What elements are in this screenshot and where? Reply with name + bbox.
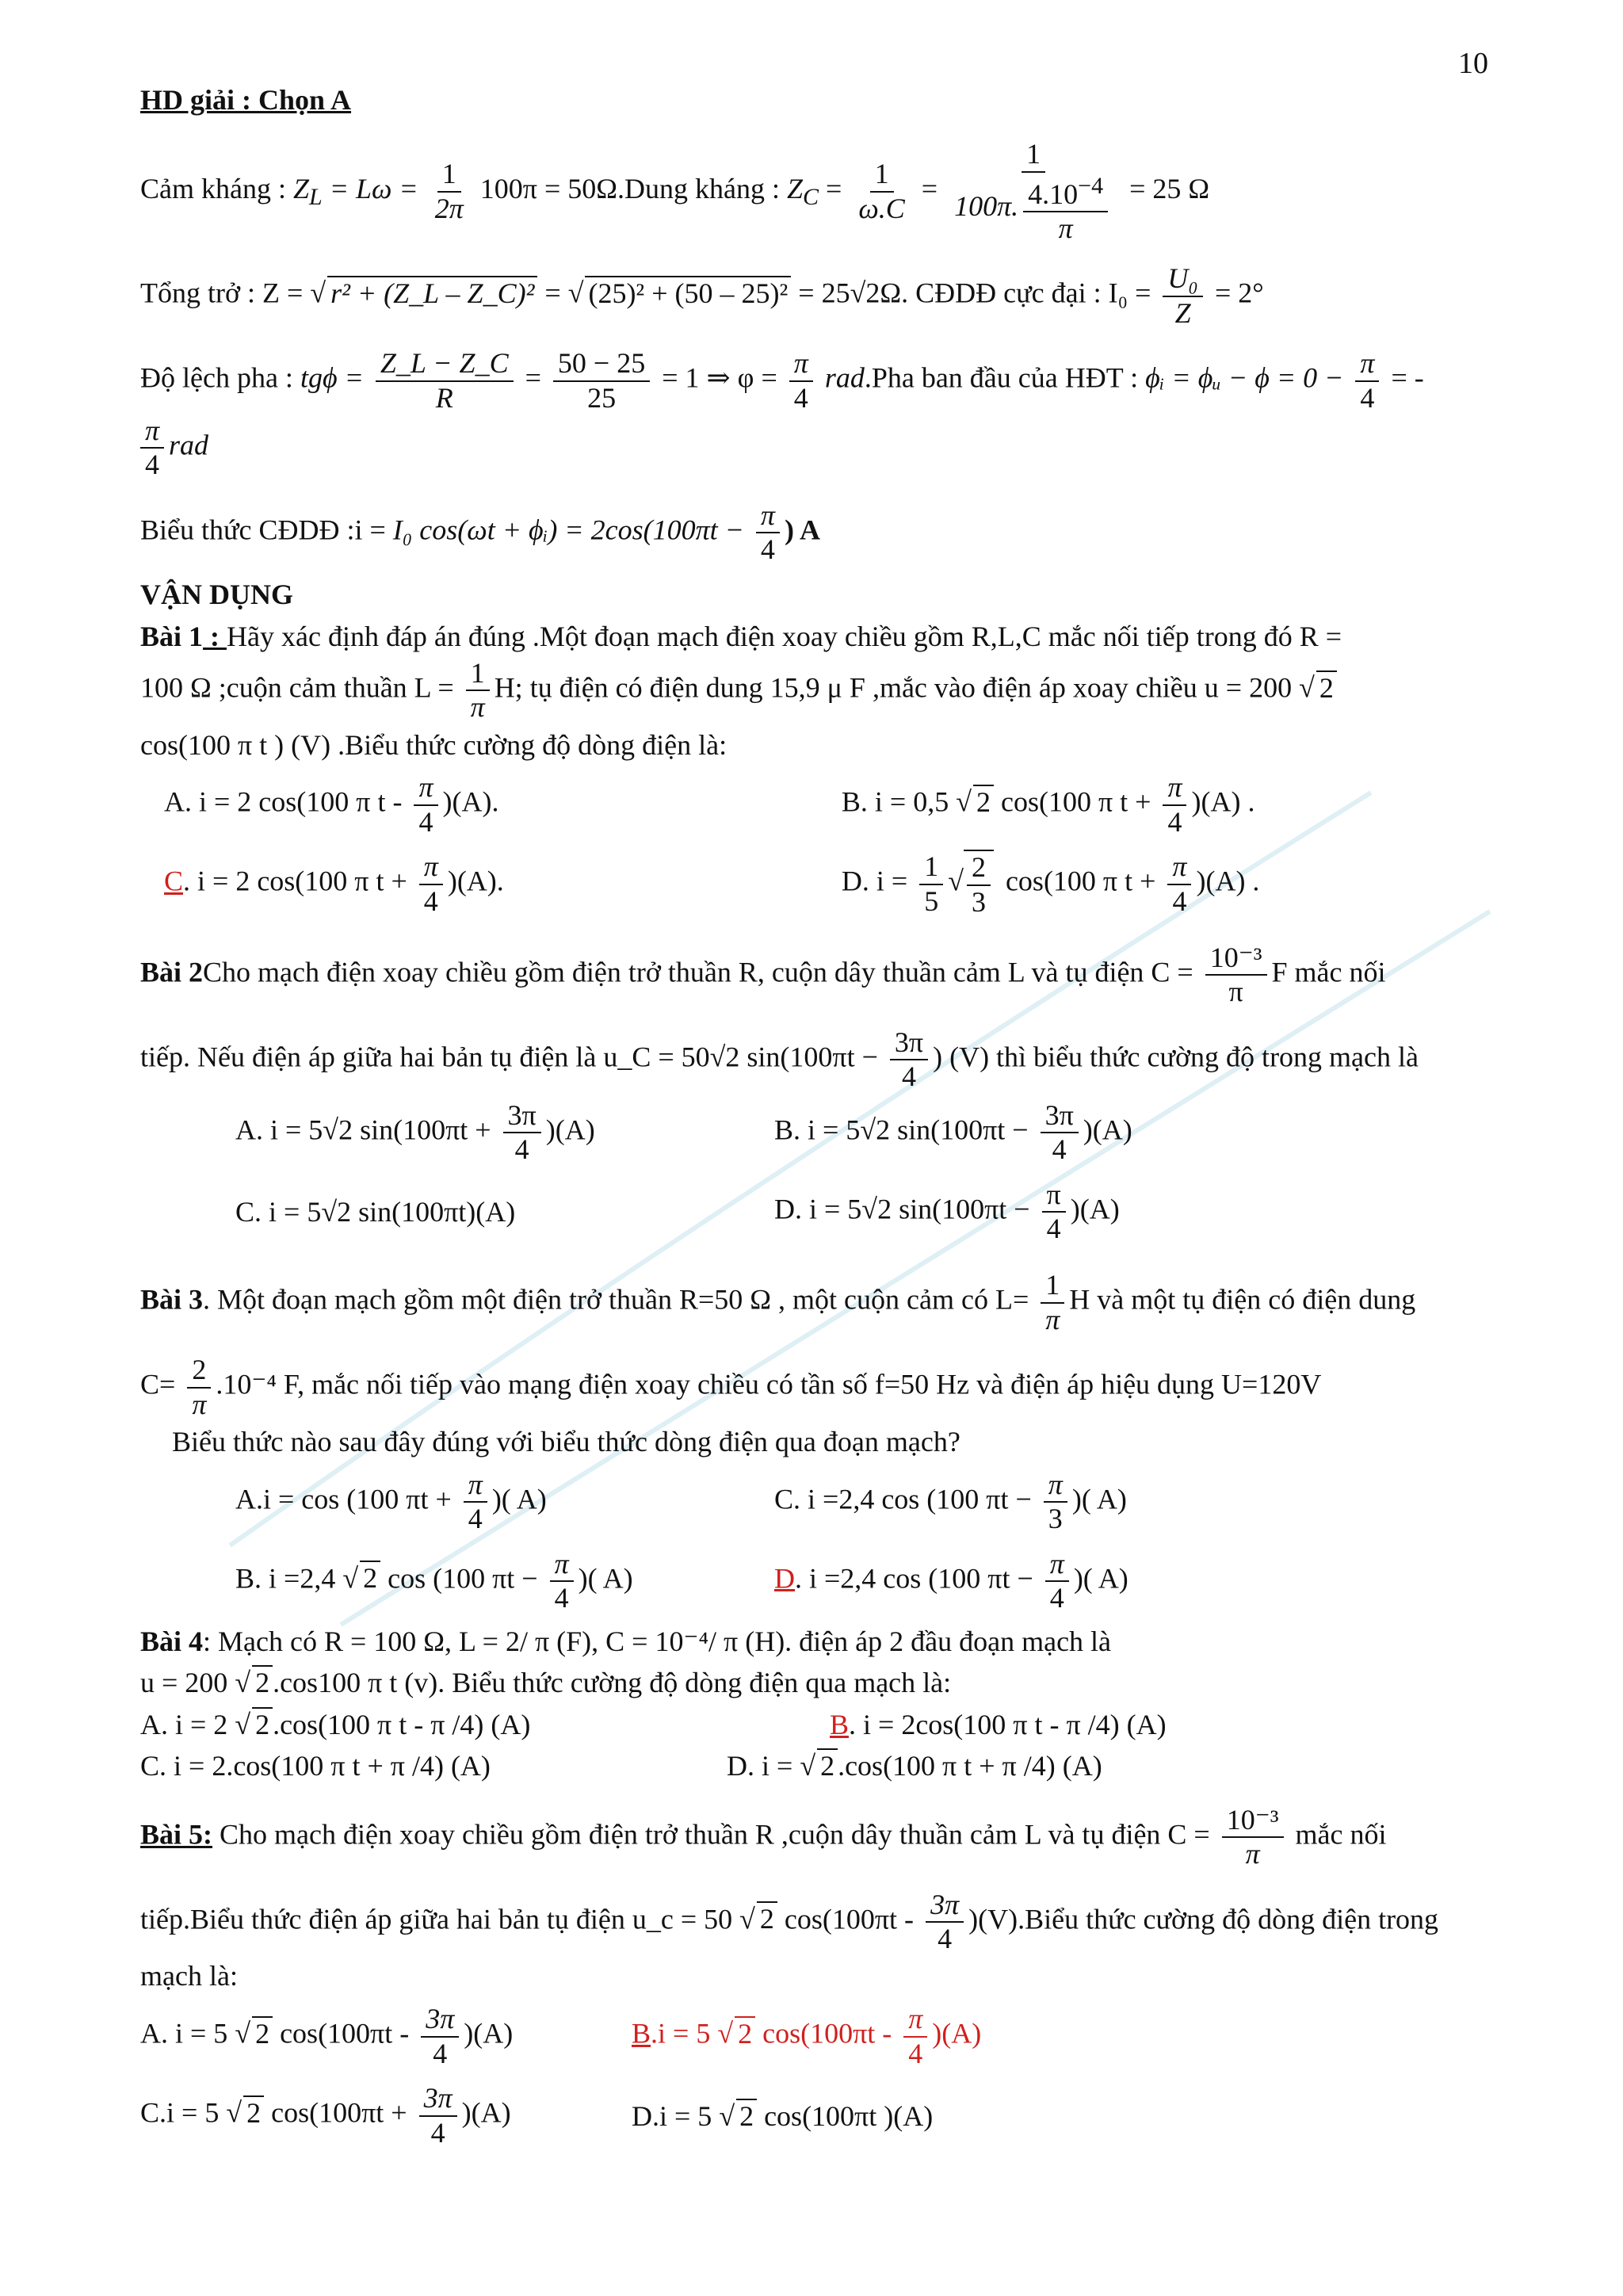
fraction: $\frac{\pi}{4}$ xyxy=(550,1548,574,1615)
solution-line-2: Tổng trở : Z = √ r² + (Z_L – Z_C)² = √ (25)² + (50 – 25)² = 25√2Ω. CĐDĐ cực đại : I₀ = $\frac{\text{U₀}}{Z}$ = 2° xyxy=(140,262,1264,329)
fraction: $\frac{\pi}{4}$ xyxy=(1167,850,1191,918)
solution-line-1: Cảm kháng : $Z_L = L\omega$ = $\frac{1}{2\pi}$ 100π = 50Ω.Dung kháng : $Z_C$ = $\frac{1}{\omega.C}$ = 1 100π. $\frac{4.10^{-4}}{\pi}$ = 25 Ω xyxy=(140,138,1210,244)
exercise-1-text-3: cos(100 π t ) (V) .Biểu thức cường độ dòng điện là: xyxy=(140,728,727,761)
fraction: $\frac{3\pi}{4}$ xyxy=(890,1026,928,1094)
label-inductive-reactance: Cảm kháng : xyxy=(140,173,286,205)
option-a[interactable]: A. i = 2 cos(100 π t - $\frac{\pi}{4}$ )(A). xyxy=(164,771,499,838)
label-current-expression: Biểu thức CĐDĐ :i = xyxy=(140,514,386,546)
exercise-label: Bài 1 : xyxy=(140,620,227,652)
label-capacitive-reactance: Dung kháng : xyxy=(624,173,780,205)
current-max-result: = 2° xyxy=(1214,277,1264,310)
correct-answer-marker: B xyxy=(632,2017,651,2050)
label-initial-phase: .Pha ban đầu của HĐT : xyxy=(864,361,1139,394)
root-fraction: $\frac{2}{3}$ xyxy=(964,850,994,919)
zl-symbol: $Z_L$ xyxy=(292,173,323,211)
fraction: $\frac{\text{U₀}}{Z}$ xyxy=(1163,262,1203,330)
root-expression: r² + (Z_L – Z_C)² xyxy=(327,276,537,309)
impedance-result: = 25√2Ω. CĐDĐ cực đại : I₀ = xyxy=(791,277,1151,310)
exercise-2-options-ab xyxy=(140,1093,1487,1172)
fraction: $\frac{3\pi}{4}$ xyxy=(503,1099,541,1167)
root-expression: 2 xyxy=(1316,670,1337,704)
fraction: $\frac{4.10^{-4}}{\pi}$ xyxy=(1023,173,1108,246)
fraction: $\frac{2}{\pi}$ xyxy=(187,1354,211,1421)
exercise-5-text-2: tiếp.Biểu thức điện áp giữa hai bản tụ điện u_c = 50 √ 2 cos(100πt - $\frac{3\pi}{4}$ )(V).Biểu thức cường độ dòng điện trong xyxy=(140,1888,1439,1955)
exercise-4-text-1: Bài 4: Mạch có R = 100 Ω, L = 2/ π (F), C = 10⁻⁴/ π (H). điện áp 2 đầu đoạn mạch là xyxy=(140,1626,1112,1658)
zc-result: = 25 Ω xyxy=(1129,173,1210,205)
zc-symbol: $Z_C$ xyxy=(787,173,819,211)
fraction: $\frac{3\pi}{4}$ xyxy=(421,2003,459,2070)
fraction: $\frac{3\pi}{4}$ xyxy=(926,1889,964,1956)
option-c-correct[interactable]: C. i = 2 cos(100 π t + $\frac{\pi}{4}$ )(A). xyxy=(164,850,504,917)
exercise-label: Bài 5: xyxy=(140,1818,213,1851)
fraction: $\frac{\pi}{4}$ xyxy=(140,415,164,482)
exercise-3-text-2: C= $\frac{2}{\pi}$ .10⁻⁴ F, mắc nối tiếp vào mạng điện xoay chiều có tần số f=50 Hz và điện áp hiệu dụng U=120V xyxy=(140,1354,1322,1420)
zl-result: 100π = 50Ω. xyxy=(479,173,625,205)
solution-line-3: Độ lệch pha : tgϕ = $\frac{Z\_L - Z\_C}{R}$ = $\frac{50 - 25}{25}$ = 1 ⇒ φ = $\frac{\pi}{4}$ rad.Pha ban đầu của HĐT : ϕᵢ = ϕᵤ − ϕ = 0 − $\frac{\pi}{4}$ = - xyxy=(140,347,1424,414)
label-impedance: Tổng trở : Z = xyxy=(140,277,304,310)
exercise-2-text-1: Bài 2Cho mạch điện xoay chiều gồm điện trở thuần R, cuộn dây thuần cảm L và tụ điện C = $\frac{\text{10⁻³}}{\pi}$ F mắc nối xyxy=(140,941,1386,1008)
option-d[interactable]: D.i = 5 √ 2 cos(100πt )(A) xyxy=(632,2099,934,2132)
fraction: $\frac{\pi}{4}$ xyxy=(789,347,813,415)
exercise-2-options-cd xyxy=(140,1172,1487,1251)
exercise-3-options-bd xyxy=(140,1541,1487,1621)
fraction: $\frac{\pi}{4}$ xyxy=(1163,771,1186,839)
exercise-4-text-2: u = 200 √ 2 .cos100 π t (v). Biểu thức cường độ dòng điện qua mạch là: xyxy=(140,1667,952,1699)
exercise-label: Bài 3 xyxy=(140,1284,204,1316)
root-expression: (25)² + (50 – 25)² xyxy=(585,276,791,309)
exercise-3-question: Biểu thức nào sau đây đúng với biểu thức dòng điện qua đoạn mạch? xyxy=(172,1425,960,1457)
fraction: $\frac{\pi}{4}$ xyxy=(1355,347,1379,415)
option-c[interactable]: C. i = 5√2 sin(100πt)(A) xyxy=(235,1196,516,1228)
exercise-2-text-2: tiếp. Nếu điện áp giữa hai bản tụ điện là u_C = 50√2 sin(100πt − $\frac{3\pi}{4}$ ) (V) thì biểu thức cường độ trong mạch là xyxy=(140,1026,1419,1092)
exercise-5-text-1: Bài 5: Cho mạch điện xoay chiều gồm điện trở thuần R ,cuộn dây thuần cảm L và tụ điện C = $\frac{\text{10⁻³}}{\pi}$ mắc nối xyxy=(140,1803,1387,1870)
exercise-label: Bài 2 xyxy=(140,956,204,988)
exercise-4-options-cd xyxy=(140,1745,1487,1786)
fraction: $\frac{\pi}{4}$ xyxy=(419,850,443,918)
nested-denominator: 100π. $\frac{4.10^{-4}}{\pi}$ xyxy=(949,173,1117,246)
option-d[interactable]: D. i = 5√2 sin(100πt − $\frac{\pi}{4}$ )(A) xyxy=(774,1179,1120,1245)
option-d[interactable]: D. i = $\frac{1}{5}$ √ $\frac{2}{3}$ cos(100 π t + $\frac{\pi}{4}$ )(A) . xyxy=(841,850,1260,918)
option-d-correct[interactable]: D. i =2,4 cos (100 πt − $\frac{\pi}{4}$ )( A) xyxy=(774,1547,1128,1614)
solution-line-4: $\frac{\pi}{4}$ rad xyxy=(140,415,1487,482)
solution-line-5: Biểu thức CĐDĐ :i = I₀ cos(ωt + ϕᵢ) = 2cos(100πt − $\frac{\pi}{4}$ ) A xyxy=(140,499,820,566)
correct-answer-marker: C xyxy=(164,865,184,898)
exercise-1-options-ab xyxy=(140,766,1487,845)
option-c[interactable]: C.i = 5 √ 2 cos(100πt + $\frac{3\pi}{4}$ )(A) xyxy=(140,2082,511,2149)
exercise-5-options-ab xyxy=(140,1997,1487,2076)
label-phase-shift: Độ lệch pha : xyxy=(140,361,293,394)
exercise-3-options-ac xyxy=(140,1462,1487,1541)
exercise-3-text-1: Bài 3. Một đoạn mạch gồm một điện trở thuần R=50 Ω , một cuộn cảm có L= $\frac{1}{\pi}$ H và một tụ điện có điện dung xyxy=(140,1269,1416,1335)
fraction: $\frac{\pi}{4}$ xyxy=(903,2003,927,2070)
page-number: 10 xyxy=(1458,47,1488,80)
section-heading-vandung: VẬN DỤNG xyxy=(140,579,293,611)
zl-eq: = Lω = xyxy=(322,173,426,205)
fraction: $\frac{\pi}{4}$ xyxy=(414,771,437,839)
solution-heading: HD giải : Chọn A xyxy=(140,84,352,116)
fraction: $\frac{\pi}{4}$ xyxy=(1042,1179,1066,1246)
exercise-label: Bài 4 xyxy=(140,1626,204,1658)
fraction: $\frac{1}{2\pi}$ xyxy=(434,158,464,224)
option-b[interactable]: B. i = 5√2 sin(100πt − $\frac{3\pi}{4}$ )(A) xyxy=(774,1099,1132,1166)
option-c[interactable]: C. i =2,4 cos (100 πt − $\frac{\pi}{3}$ )( A) xyxy=(774,1468,1127,1535)
fraction: $\frac{1}{\omega.C}$ xyxy=(858,158,905,224)
fraction: $\frac{Z\_L - Z\_C}{R}$ xyxy=(376,347,514,415)
option-a[interactable]: A. i = 5√2 sin(100πt + $\frac{3\pi}{4}$ )(A) xyxy=(235,1099,595,1166)
exercise-1-text-2: 100 Ω ;cuộn cảm thuần L = $\frac{1}{\pi}$ H; tụ điện có điện dung 15,9 μ F ,mắc vào điện áp xoay chiều u = 200 √ 2 xyxy=(140,657,1487,724)
option-a[interactable]: A.i = cos (100 πt + $\frac{\pi}{4}$ )( A) xyxy=(235,1468,547,1535)
fraction: $\frac{1}{\pi}$ xyxy=(466,657,490,724)
fraction: $\frac{\text{10⁻³}}{\pi}$ xyxy=(1222,1804,1284,1871)
fraction: $\frac{3\pi}{4}$ xyxy=(419,2082,457,2149)
fraction: $\frac{\text{10⁻³}}{\pi}$ xyxy=(1205,942,1267,1009)
page-content xyxy=(140,79,1487,2156)
option-d[interactable]: D. i = √ 2 .cos(100 π t + π /4) (A) xyxy=(727,1749,1102,1782)
fraction: $\frac{50 - 25}{25}$ xyxy=(553,347,650,415)
fraction: $\frac{1}{\pi}$ xyxy=(1041,1269,1064,1336)
fraction: $\frac{\pi}{4}$ xyxy=(756,499,780,567)
exercise-5-text-3: mạch là: xyxy=(140,1960,238,1992)
fraction: $\frac{1}{5}$ xyxy=(919,850,943,918)
option-c[interactable]: C. i = 2.cos(100 π t + π /4) (A) xyxy=(140,1749,491,1782)
option-b-correct[interactable]: B.i = 5 √ 2 cos(100πt - $\frac{\pi}{4}$ )(A) xyxy=(632,2003,982,2069)
fraction: $\frac{3\pi}{4}$ xyxy=(1041,1099,1079,1167)
option-a[interactable]: A. i = 2 √ 2 .cos(100 π t - π /4) (A) xyxy=(140,1708,531,1740)
fraction: $\frac{\pi}{4}$ xyxy=(464,1469,487,1536)
correct-answer-marker: D xyxy=(774,1562,795,1595)
fraction: $\frac{\pi}{4}$ xyxy=(1045,1548,1069,1615)
fraction: $\frac{\pi}{3}$ xyxy=(1044,1469,1067,1536)
exercise-1-text-1: Bài 1 : Hãy xác định đáp án đúng .Một đoạn mạch điện xoay chiều gồm R,L,C mắc nối tiếp trong đó R = xyxy=(140,620,1342,652)
exercise-4-options-ab xyxy=(140,1704,1487,1745)
option-a[interactable]: A. i = 5 √ 2 cos(100πt - $\frac{3\pi}{4}$ )(A) xyxy=(140,2003,514,2069)
option-b[interactable]: B. i =2,4 √ 2 cos (100 πt − $\frac{\pi}{4}$ )( A) xyxy=(235,1547,633,1614)
option-b[interactable]: B. i = 0,5 √ 2 cos(100 π t + $\frac{\pi}{4}$ )(A) . xyxy=(841,771,1255,838)
exercise-1-options-cd xyxy=(140,845,1487,924)
option-b-correct[interactable]: B. i = 2cos(100 π t - π /4) (A) xyxy=(830,1708,1167,1740)
exercise-5-options-cd xyxy=(140,2076,1487,2156)
fraction-nested: 1 100π. $\frac{4.10^{-4}}{\pi}$ xyxy=(949,138,1117,245)
correct-answer-marker: B xyxy=(830,1708,850,1740)
